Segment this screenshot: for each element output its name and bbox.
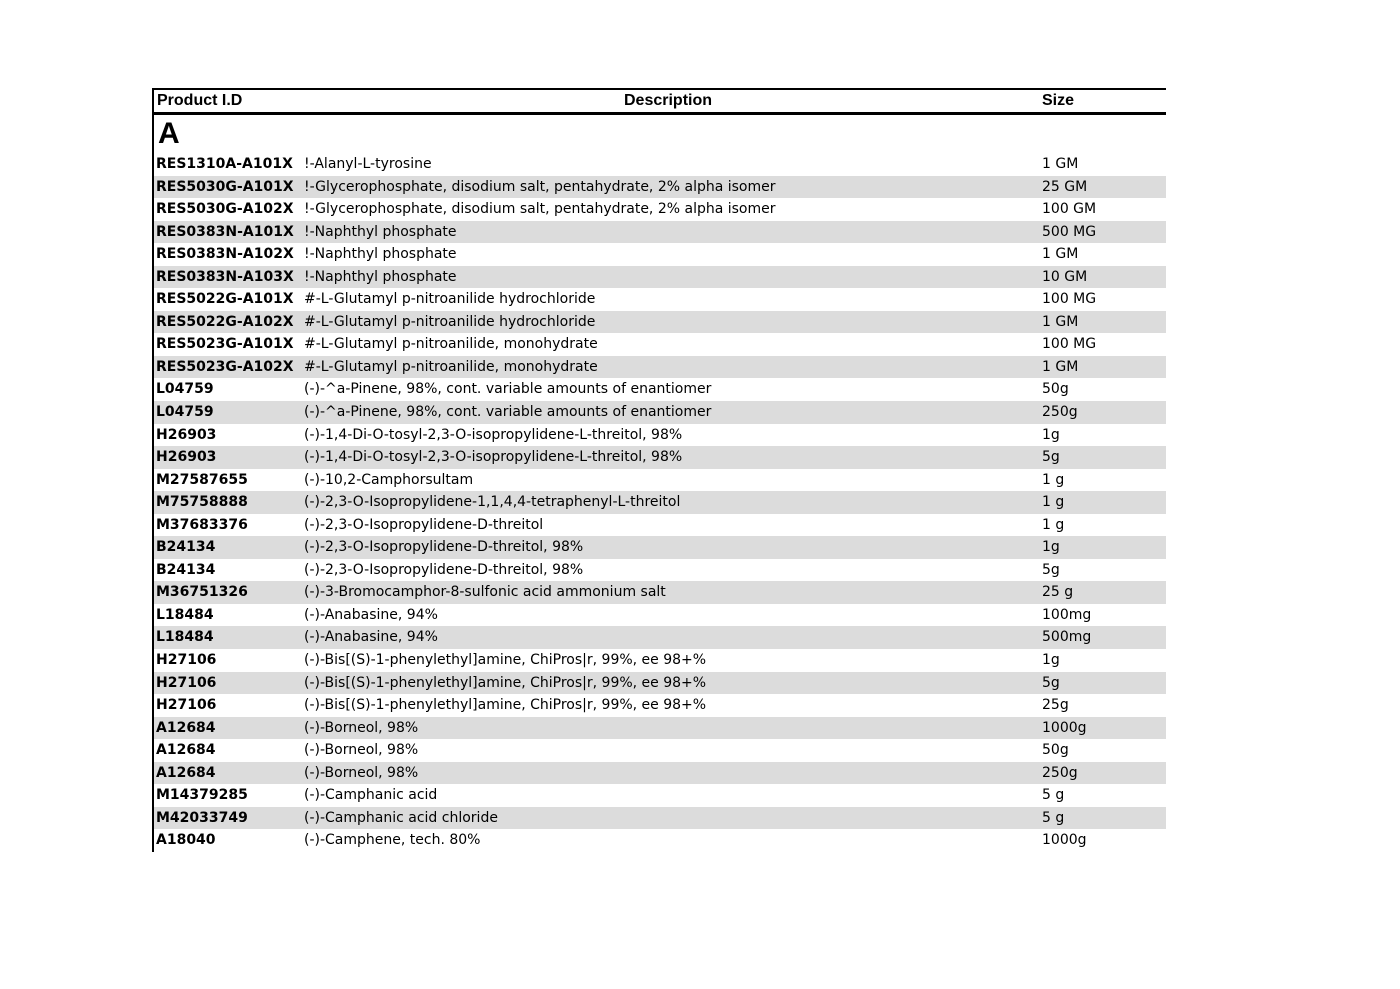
size-cell: 5g bbox=[1042, 561, 1060, 578]
description-cell: (-)-Anabasine, 94% bbox=[304, 606, 438, 623]
description-cell: !-Glycerophosphate, disodium salt, pentahydrate, 2% alpha isomer bbox=[304, 201, 776, 218]
product-id-cell: A18040 bbox=[156, 832, 216, 849]
product-id-cell: M75758888 bbox=[156, 494, 248, 511]
description-cell: (-)-Anabasine, 94% bbox=[304, 629, 438, 646]
size-cell: 100mg bbox=[1042, 606, 1092, 623]
table-row bbox=[154, 672, 1166, 695]
product-id-cell: B24134 bbox=[156, 561, 216, 578]
table-row bbox=[154, 446, 1166, 469]
size-cell: 1000g bbox=[1042, 832, 1087, 849]
description-cell: (-)-2,3-O-Isopropylidene-D-threitol, 98% bbox=[304, 561, 584, 578]
description-cell: (-)-Borneol, 98% bbox=[304, 764, 419, 781]
description-cell: (-)-2,3-O-Isopropylidene-D-threitol, 98% bbox=[304, 539, 584, 556]
table-row bbox=[154, 153, 1166, 176]
product-id-cell: H26903 bbox=[156, 426, 217, 443]
table-row bbox=[154, 762, 1166, 785]
description-cell: (-)-Borneol, 98% bbox=[304, 742, 419, 759]
size-cell: 1g bbox=[1042, 426, 1060, 443]
description-cell: (-)-^a-Pinene, 98%, cont. variable amounts of enantiomer bbox=[304, 404, 712, 421]
size-cell: 5g bbox=[1042, 674, 1060, 691]
size-cell: 1 GM bbox=[1042, 313, 1079, 330]
table-row bbox=[154, 536, 1166, 559]
table-row bbox=[154, 807, 1166, 830]
size-cell: 250g bbox=[1042, 764, 1078, 781]
size-cell: 10 GM bbox=[1042, 268, 1088, 285]
table-body bbox=[152, 153, 1166, 852]
description-cell: (-)-Camphanic acid bbox=[304, 787, 438, 804]
description-cell: (-)-Bis[(S)-1-phenylethyl]amine, ChiPros|r, 99%, ee 98+% bbox=[304, 697, 707, 714]
table-row bbox=[154, 626, 1166, 649]
column-header-size: Size bbox=[1042, 92, 1075, 109]
table-row bbox=[154, 333, 1166, 356]
size-cell: 1 GM bbox=[1042, 358, 1079, 375]
section-letter: A bbox=[158, 117, 180, 150]
size-cell: 1 GM bbox=[1042, 246, 1079, 263]
table-row bbox=[154, 514, 1166, 537]
table-row bbox=[154, 469, 1166, 492]
product-id-cell: RES5023G-A102X bbox=[156, 358, 294, 375]
table-row bbox=[154, 581, 1166, 604]
size-cell: 5g bbox=[1042, 449, 1060, 466]
product-id-cell: B24134 bbox=[156, 539, 216, 556]
size-cell: 1 g bbox=[1042, 494, 1065, 511]
size-cell: 100 MG bbox=[1042, 336, 1097, 353]
table-row bbox=[154, 221, 1166, 244]
size-cell: 1 g bbox=[1042, 471, 1065, 488]
table-row bbox=[154, 649, 1166, 672]
size-cell: 250g bbox=[1042, 404, 1078, 421]
table-row bbox=[154, 401, 1166, 424]
size-cell: 1g bbox=[1042, 652, 1060, 669]
description-cell: (-)-3-Bromocamphor-8-sulfonic acid ammonium salt bbox=[304, 584, 666, 601]
product-id-cell: RES5022G-A101X bbox=[156, 291, 294, 308]
product-id-cell: RES0383N-A101X bbox=[156, 223, 294, 240]
description-cell: (-)-Borneol, 98% bbox=[304, 719, 419, 736]
size-cell: 50g bbox=[1042, 381, 1069, 398]
size-cell: 25 g bbox=[1042, 584, 1074, 601]
size-cell: 500mg bbox=[1042, 629, 1092, 646]
product-id-cell: A12684 bbox=[156, 764, 216, 781]
product-id-cell: RES5023G-A101X bbox=[156, 336, 294, 353]
product-id-cell: RES5030G-A102X bbox=[156, 201, 294, 218]
table-row bbox=[154, 491, 1166, 514]
description-cell: !-Naphthyl phosphate bbox=[304, 223, 457, 240]
description-cell: !-Glycerophosphate, disodium salt, pentahydrate, 2% alpha isomer bbox=[304, 178, 776, 195]
product-id-cell: H26903 bbox=[156, 449, 217, 466]
product-id-cell: A12684 bbox=[156, 719, 216, 736]
table-row bbox=[154, 311, 1166, 334]
size-cell: 500 MG bbox=[1042, 223, 1097, 240]
size-cell: 1g bbox=[1042, 539, 1060, 556]
description-cell: (-)-Bis[(S)-1-phenylethyl]amine, ChiPros|r, 99%, ee 98+% bbox=[304, 674, 707, 691]
table-row bbox=[154, 424, 1166, 447]
product-id-cell: RES5022G-A102X bbox=[156, 313, 294, 330]
description-cell: !-Alanyl-L-tyrosine bbox=[304, 156, 432, 172]
product-id-cell: H27106 bbox=[156, 674, 217, 691]
description-cell: !-Naphthyl phosphate bbox=[304, 268, 457, 285]
size-cell: 1 GM bbox=[1042, 156, 1079, 172]
size-cell: 50g bbox=[1042, 742, 1069, 759]
size-cell: 100 GM bbox=[1042, 201, 1097, 218]
product-table bbox=[152, 88, 1166, 852]
product-id-cell: A12684 bbox=[156, 742, 216, 759]
table-row bbox=[154, 559, 1166, 582]
size-cell: 25 GM bbox=[1042, 178, 1088, 195]
description-cell: (-)-Bis[(S)-1-phenylethyl]amine, ChiPros|r, 99%, ee 98+% bbox=[304, 652, 707, 669]
table-row bbox=[154, 356, 1166, 379]
table-row bbox=[154, 784, 1166, 807]
description-cell: #-L-Glutamyl p-nitroanilide, monohydrate bbox=[304, 358, 598, 375]
description-cell: #-L-Glutamyl p-nitroanilide hydrochloride bbox=[304, 313, 596, 330]
description-cell: (-)-Camphanic acid chloride bbox=[304, 809, 498, 826]
size-cell: 5 g bbox=[1042, 787, 1065, 804]
size-cell: 25g bbox=[1042, 697, 1069, 714]
product-id-cell: RES1310A-A101X bbox=[156, 156, 293, 172]
product-id-cell: L18484 bbox=[156, 606, 214, 623]
product-id-cell: M36751326 bbox=[156, 584, 248, 601]
table-row bbox=[154, 694, 1166, 717]
column-header-product-id: Product I.D bbox=[157, 92, 243, 109]
product-id-cell: M37683376 bbox=[156, 516, 248, 533]
description-cell: (-)-1,4-Di-O-tosyl-2,3-O-isopropylidene-L-threitol, 98% bbox=[304, 426, 683, 443]
description-cell: !-Naphthyl phosphate bbox=[304, 246, 457, 263]
section-heading bbox=[152, 115, 1166, 153]
description-cell: #-L-Glutamyl p-nitroanilide hydrochloride bbox=[304, 291, 596, 308]
description-cell: (-)-10,2-Camphorsultam bbox=[304, 471, 474, 488]
product-id-cell: H27106 bbox=[156, 697, 217, 714]
size-cell: 1000g bbox=[1042, 719, 1087, 736]
table-row bbox=[154, 829, 1166, 852]
size-cell: 1 g bbox=[1042, 516, 1065, 533]
product-id-cell: M42033749 bbox=[156, 809, 248, 826]
table-row bbox=[154, 288, 1166, 311]
table-row bbox=[154, 243, 1166, 266]
product-id-cell: RES0383N-A102X bbox=[156, 246, 294, 263]
size-cell: 5 g bbox=[1042, 809, 1065, 826]
table-row bbox=[154, 604, 1166, 627]
product-id-cell: RES5030G-A101X bbox=[156, 178, 294, 195]
table-row bbox=[154, 198, 1166, 221]
description-cell: (-)-1,4-Di-O-tosyl-2,3-O-isopropylidene-L-threitol, 98% bbox=[304, 449, 683, 466]
description-cell: (-)-2,3-O-Isopropylidene-1,1,4,4-tetraphenyl-L-threitol bbox=[304, 494, 681, 511]
table-row bbox=[154, 266, 1166, 289]
size-cell: 100 MG bbox=[1042, 291, 1097, 308]
description-cell: (-)-^a-Pinene, 98%, cont. variable amounts of enantiomer bbox=[304, 381, 712, 398]
table-header bbox=[152, 88, 1166, 115]
product-id-cell: RES0383N-A103X bbox=[156, 268, 294, 285]
table-row bbox=[154, 378, 1166, 401]
description-cell: #-L-Glutamyl p-nitroanilide, monohydrate bbox=[304, 336, 598, 353]
description-cell: (-)-2,3-O-Isopropylidene-D-threitol bbox=[304, 516, 544, 533]
product-id-cell: L04759 bbox=[156, 381, 214, 398]
table-row bbox=[154, 176, 1166, 199]
product-id-cell: H27106 bbox=[156, 652, 217, 669]
table-row bbox=[154, 717, 1166, 740]
column-header-description: Description bbox=[624, 92, 713, 109]
table-row bbox=[154, 739, 1166, 762]
product-id-cell: M14379285 bbox=[156, 787, 248, 804]
product-id-cell: L04759 bbox=[156, 404, 214, 421]
description-cell: (-)-Camphene, tech. 80% bbox=[304, 832, 481, 849]
product-id-cell: M27587655 bbox=[156, 471, 248, 488]
product-id-cell: L18484 bbox=[156, 629, 214, 646]
